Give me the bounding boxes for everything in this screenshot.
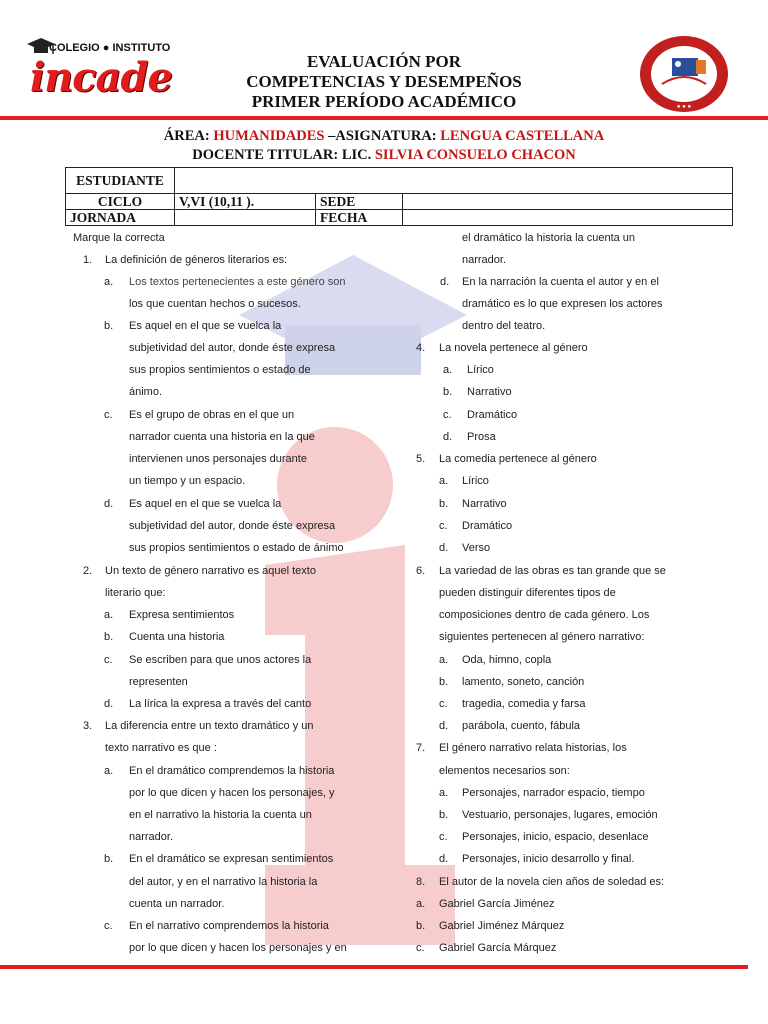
q1-number: 1. <box>83 254 93 266</box>
q2-b-marker: b. <box>104 631 114 643</box>
q2-number: 2. <box>83 565 93 577</box>
fecha-label: FECHA <box>316 210 403 226</box>
q6-b-marker: b. <box>439 676 449 688</box>
q1-d-line3: sus propios sentimientos o estado de ánimo <box>129 542 344 554</box>
q3-line2: texto narrativo es que : <box>105 742 217 754</box>
q1-a-line1: Los textos pertenecientes a este género son <box>129 276 346 288</box>
q8-b-marker: b. <box>416 920 426 932</box>
q2-line1: Un texto de género narrativo es aquel texto <box>105 565 316 577</box>
q3-b-line3: cuenta un narrador. <box>129 898 225 910</box>
q1-c-marker: c. <box>104 409 113 421</box>
q3-c-marker: c. <box>104 920 113 932</box>
q8-c-text: Gabriel García Márquez <box>439 942 557 954</box>
q5-b-text: Narrativo <box>462 498 507 510</box>
estudiante-label: ESTUDIANTE <box>66 168 175 194</box>
q3-c-line1: En el narrativo comprendemos la historia <box>129 920 329 932</box>
q5-d-text: Verso <box>462 542 491 554</box>
instruction: Marque la correcta <box>73 232 165 244</box>
q4-text: La novela pertenece al género <box>439 342 588 354</box>
q7-c-marker: c. <box>439 831 448 843</box>
q8-number: 8. <box>416 876 426 888</box>
q3-c-line4: narrador. <box>462 254 507 266</box>
q2-a-text: Expresa sentimientos <box>129 609 235 621</box>
q1-d-marker: d. <box>104 498 114 510</box>
q6-c-text: tragedia, comedia y farsa <box>462 698 586 710</box>
q4-a-marker: a. <box>443 364 453 376</box>
q5-c-marker: c. <box>439 520 448 532</box>
q3-d-marker: d. <box>440 276 450 288</box>
q7-number: 7. <box>416 742 426 754</box>
q3-d-line1: En la narración la cuenta el autor y en el <box>462 276 659 288</box>
q8-a-text: Gabriel García Jiménez <box>439 898 555 910</box>
q1-a-marker: a. <box>104 276 114 288</box>
q2-d-text: La lírica la expresa a través del canto <box>129 698 312 710</box>
sede-label: SEDE <box>316 194 403 210</box>
q7-b-text: Vestuario, personajes, lugares, emoción <box>462 809 658 821</box>
incade-watermark <box>235 255 470 945</box>
q3-b-line2: del autor, y en el narrativo la historia la <box>129 876 318 888</box>
q8-b-text: Gabriel Jiménez Márquez <box>439 920 565 932</box>
q5-b-marker: b. <box>439 498 449 510</box>
estudiante-field[interactable] <box>175 168 733 194</box>
area-line <box>0 128 768 145</box>
q3-a-line1: En el dramático comprendemos la historia <box>129 765 335 777</box>
q4-c-marker: c. <box>443 409 452 421</box>
q5-number: 5. <box>416 453 426 465</box>
docente-value: SILVIA CONSUELO CHACON <box>374 147 576 163</box>
q6-line1: La variedad de las obras es tan grande que se <box>439 565 666 577</box>
q1-a-line2: los que cuentan hechos o sucesos. <box>129 298 301 310</box>
q8-text: El autor de la novela cien años de soledad es: <box>439 876 665 888</box>
q1-b-line4: ánimo. <box>129 386 163 398</box>
q3-a-line2: por lo que dicen y hacen los personajes, y <box>129 787 335 799</box>
q1-c-line1: Es el grupo de obras en el que un <box>129 409 295 421</box>
title-line-1: EVALUACIÓN POR <box>306 52 462 71</box>
q5-a-text: Lírico <box>462 475 489 487</box>
q1-c-line2: narrador cuenta una historia en la que <box>129 431 315 443</box>
area-label: ÁREA: <box>163 128 210 144</box>
q7-d-text: Personajes, inicio desarrollo y final. <box>462 853 635 865</box>
q2-c-line2: representen <box>129 676 188 688</box>
q1-b-line1: Es aquel en el que se vuelca la <box>129 320 282 332</box>
q1-d-line1: Es aquel en el que se vuelca la <box>129 498 282 510</box>
q7-line2: elementos necesarios son: <box>439 765 570 777</box>
q6-a-marker: a. <box>439 654 449 666</box>
asignatura-label: –ASIGNATURA: <box>328 128 437 144</box>
q3-number: 3. <box>83 720 93 732</box>
q1-b-line2: subjetividad del autor, donde éste expresa <box>129 342 336 354</box>
sede-field[interactable] <box>403 194 733 210</box>
q7-b-marker: b. <box>439 809 449 821</box>
student-info-table <box>65 167 733 226</box>
q1-b-line3: sus propios sentimientos o estado de <box>129 364 311 376</box>
logo-brand: incade <box>30 54 172 101</box>
q8-a-marker: a. <box>416 898 426 910</box>
ciclo-value: V,VI (10,11 ). <box>175 194 316 210</box>
q3-a-line4: narrador. <box>129 831 174 843</box>
q6-a-text: Oda, himno, copla <box>462 654 552 666</box>
q4-a-text: Lírico <box>467 364 494 376</box>
q3-b-marker: b. <box>104 853 114 865</box>
svg-text:● ● ●: ● ● ● <box>676 104 692 110</box>
institution-seal-icon <box>638 34 730 114</box>
logo-subtitle: COLEGIO ● INSTITUTO <box>49 42 171 54</box>
q3-c-line2: por lo que dicen y hacen los personajes y en <box>129 942 347 954</box>
footer-rule <box>0 965 748 969</box>
q2-line2: literario que: <box>105 587 166 599</box>
jornada-label: JORNADA <box>66 210 175 226</box>
q2-a-marker: a. <box>104 609 114 621</box>
q8-c-marker: c. <box>416 942 425 954</box>
q3-b-line1: En el dramático se expresan sentimientos <box>129 853 334 865</box>
q3-c-line3: el dramático la historia la cuenta un <box>462 232 636 244</box>
q6-line4: siguientes pertenecen al género narrativo: <box>439 631 645 643</box>
title-line-2: COMPETENCIAS Y DESEMPEÑOS <box>246 72 522 91</box>
q2-d-marker: d. <box>104 698 114 710</box>
area-value: HUMANIDADES <box>213 128 325 144</box>
q3-line1: La diferencia entre un texto dramático y un <box>105 720 314 732</box>
q7-c-text: Personajes, inicio, espacio, desenlace <box>462 831 649 843</box>
q1-b-marker: b. <box>104 320 114 332</box>
ciclo-label: CICLO <box>66 194 175 210</box>
q6-d-marker: d. <box>439 720 449 732</box>
q6-line3: composiciones dentro de cada género. Los <box>439 609 650 621</box>
q5-d-marker: d. <box>439 542 449 554</box>
q3-d-line2: dramático es lo que expresen los actores <box>462 298 663 310</box>
q6-number: 6. <box>416 565 426 577</box>
q1-d-line2: subjetividad del autor, donde éste expresa <box>129 520 336 532</box>
q4-d-marker: d. <box>443 431 453 443</box>
q6-d-text: parábola, cuento, fábula <box>462 720 581 732</box>
asignatura-value: LENGUA CASTELLANA <box>440 128 605 144</box>
q6-line2: pueden distinguir diferentes tipos de <box>439 587 616 599</box>
q4-b-text: Narrativo <box>467 386 512 398</box>
q2-c-marker: c. <box>104 654 113 666</box>
q4-b-marker: b. <box>443 386 453 398</box>
q5-text: La comedia pertenece al género <box>439 453 597 465</box>
q2-b-text: Cuenta una historia <box>129 631 225 643</box>
q3-d-line3: dentro del teatro. <box>462 320 546 332</box>
docente-label: DOCENTE TITULAR: LIC. <box>192 147 372 163</box>
docente-line <box>0 147 768 164</box>
q3-a-line3: en el narrativo la historia la cuenta un <box>129 809 312 821</box>
q7-line1: El género narrativo relata historias, los <box>439 742 627 754</box>
q4-d-text: Prosa <box>467 431 496 443</box>
q5-c-text: Dramático <box>462 520 513 532</box>
q5-a-marker: a. <box>439 475 449 487</box>
q1-text: La definición de géneros literarios es: <box>105 254 288 266</box>
q7-a-text: Personajes, narrador espacio, tiempo <box>462 787 645 799</box>
q1-c-line3: intervienen unos personajes durante <box>129 453 307 465</box>
q2-c-line1: Se escriben para que unos actores la <box>129 654 312 666</box>
q4-number: 4. <box>416 342 426 354</box>
q6-b-text: lamento, soneto, canción <box>462 676 585 688</box>
q3-a-marker: a. <box>104 765 114 777</box>
title-line-3: PRIMER PERÍODO ACADÉMICO <box>251 92 517 111</box>
q4-c-text: Dramático <box>467 409 518 421</box>
q7-a-marker: a. <box>439 787 449 799</box>
fecha-field[interactable] <box>403 210 733 226</box>
q7-d-marker: d. <box>439 853 449 865</box>
jornada-field[interactable] <box>175 210 316 226</box>
q6-c-marker: c. <box>439 698 448 710</box>
q1-c-line4: un tiempo y un espacio. <box>129 475 246 487</box>
incade-logo <box>22 36 172 106</box>
header-rule <box>0 116 768 120</box>
